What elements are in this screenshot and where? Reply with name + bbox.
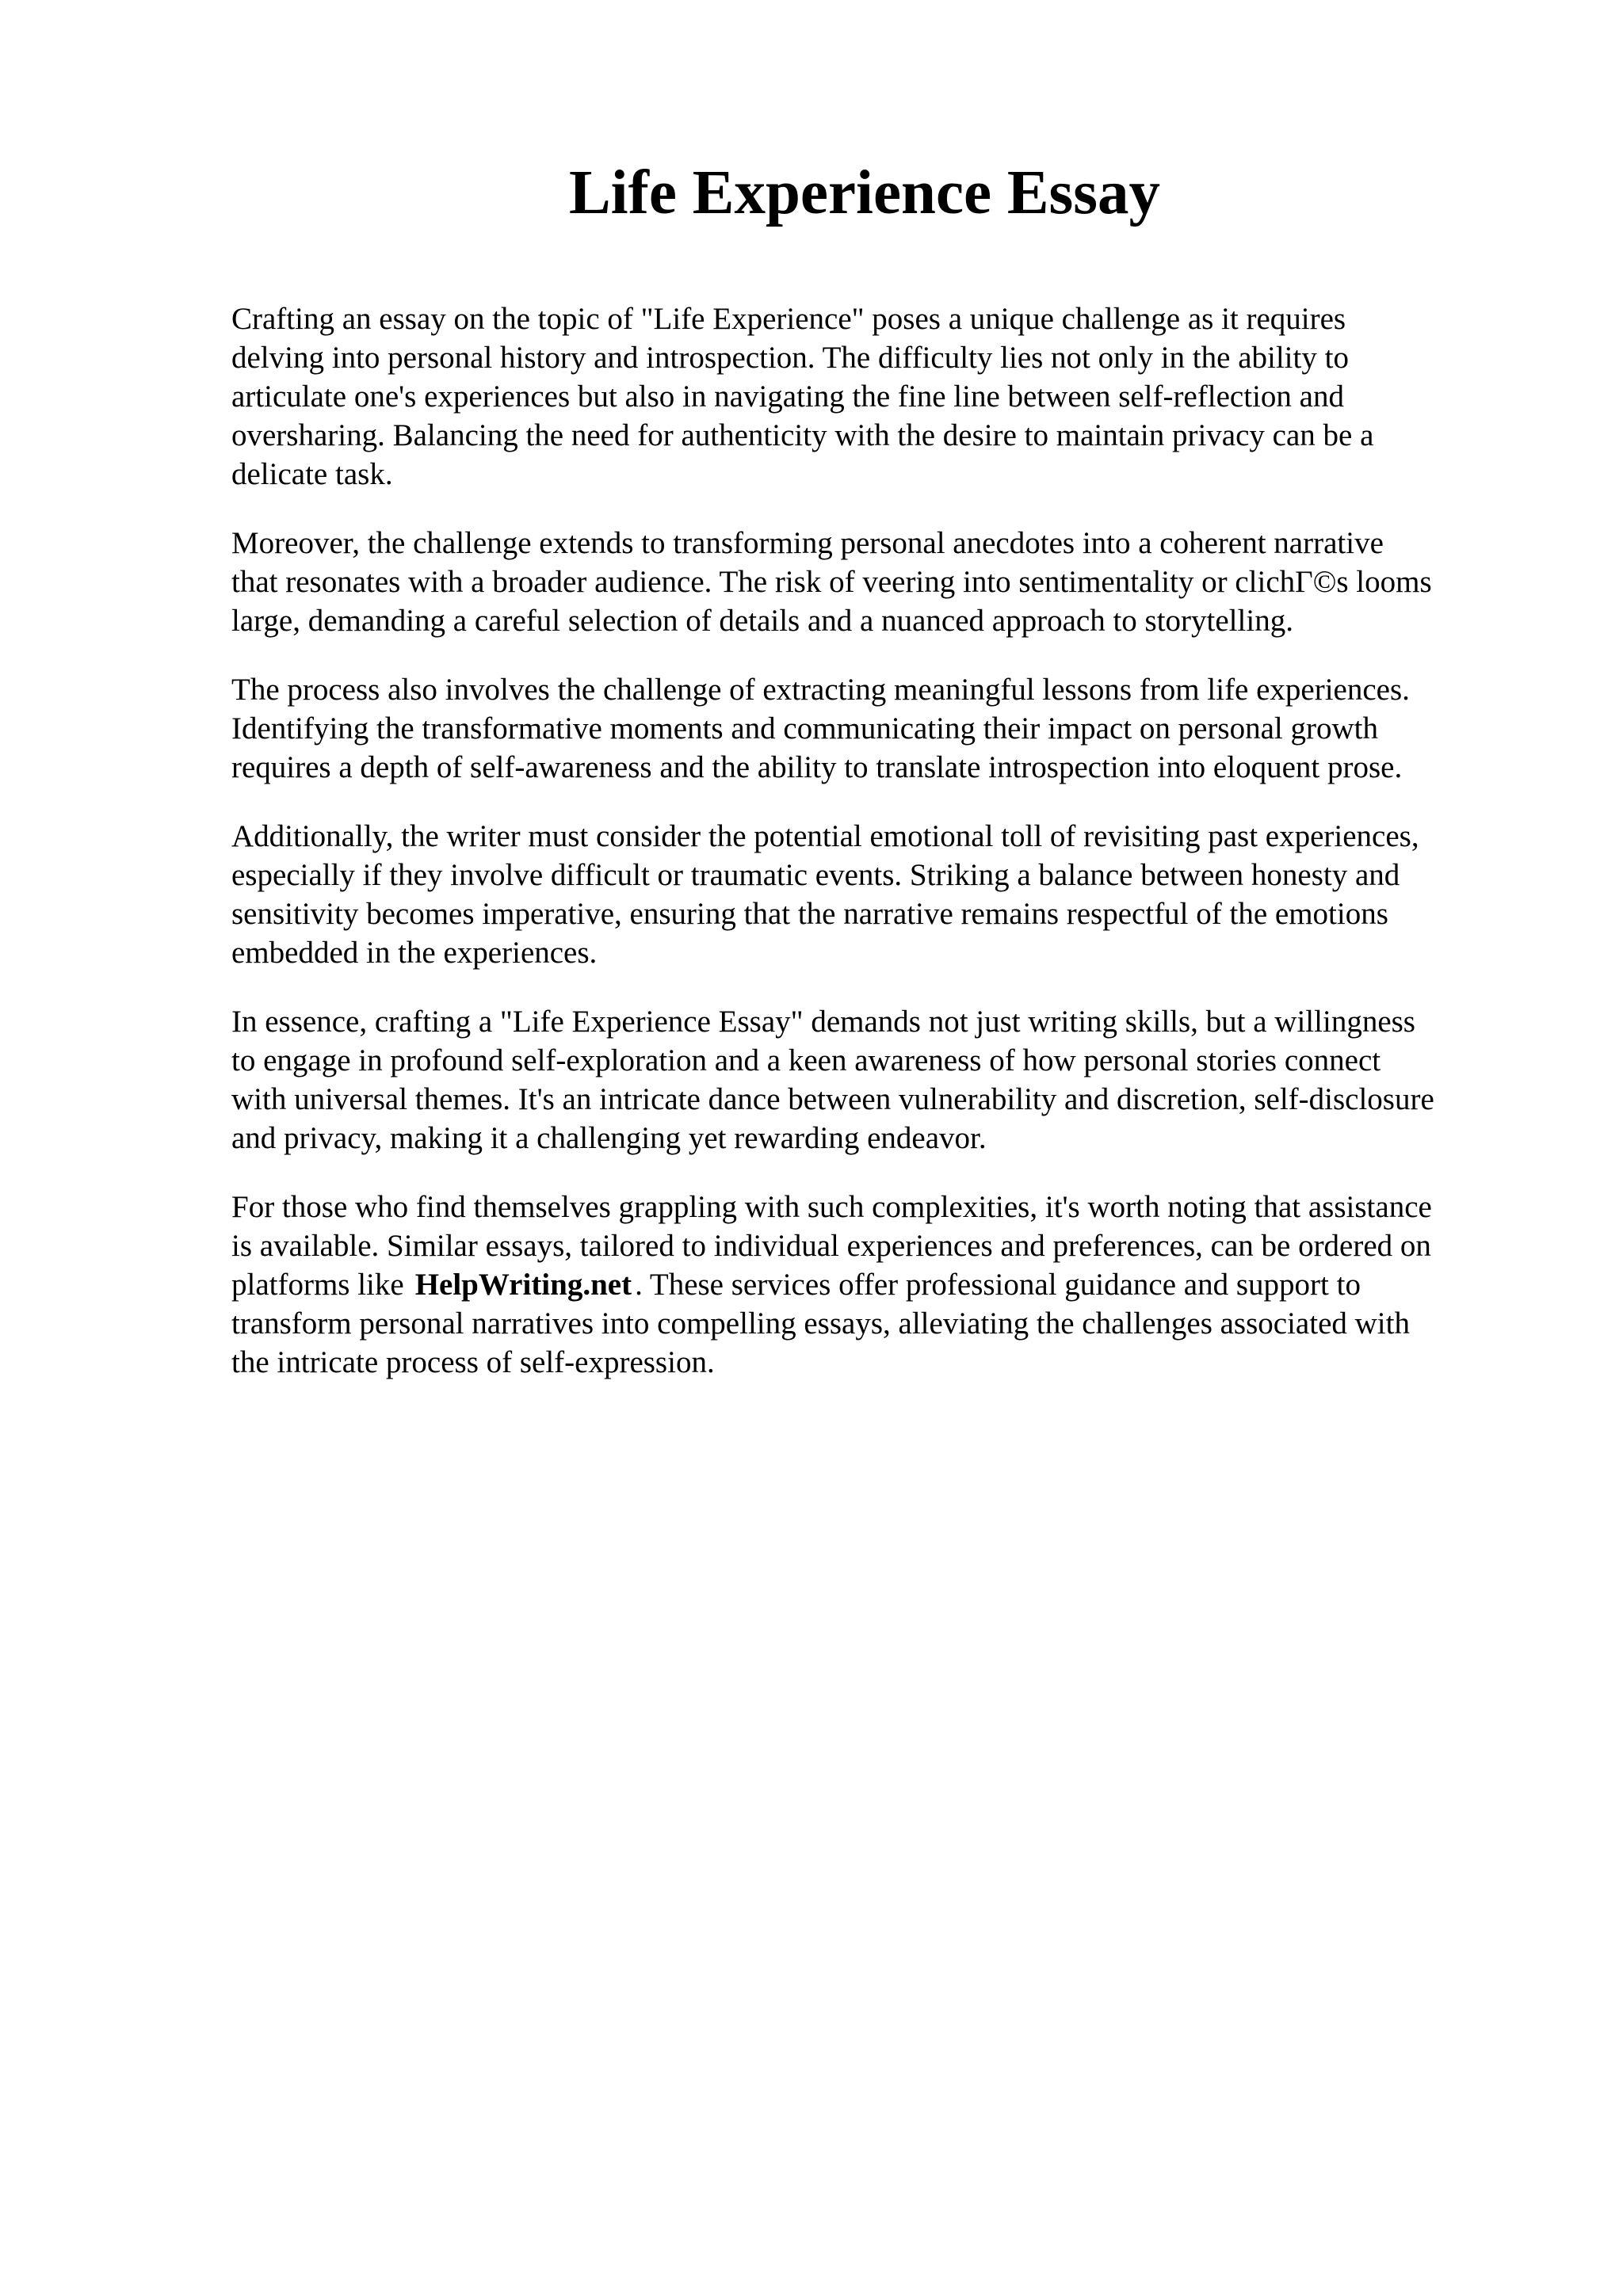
- text-line: especially if they involve difficult or traumatic events. Striking a balance between honesty and: [231, 858, 1400, 892]
- brand-name: HelpWriting.net: [414, 1268, 632, 1302]
- text-line: and privacy, making it a challenging yet rewarding endeavor.: [231, 1121, 987, 1155]
- text-line: to engage in profound self-exploration and a keen awareness of how personal stories connect: [231, 1043, 1381, 1077]
- text-line: Moreover, the challenge extends to transforming personal anecdotes into a coherent narrative: [231, 526, 1384, 560]
- text-line: requires a depth of self-awareness and the ability to translate introspection into eloquent prose.: [231, 750, 1403, 784]
- essay-body: [231, 299, 1515, 1412]
- text-line: that resonates with a broader audience. The risk of veering into sentimentality or clichГ©s looms: [231, 565, 1432, 599]
- text-line: In essence, crafting a "Life Experience Essay" demands not just writing skills, but a willingness: [231, 1005, 1415, 1039]
- paragraph-4: [231, 817, 1515, 972]
- text-line: For those who find themselves grappling with such complexities, it's worth noting that assistance: [231, 1190, 1432, 1224]
- text-line: articulate one's experiences but also in navigating the fine line between self-reflection and: [231, 379, 1344, 414]
- paragraph-2: [231, 524, 1515, 640]
- text-line: is available. Similar essays, tailored to individual experiences and preferences, can be ordered on: [231, 1229, 1431, 1263]
- text-line: delicate task.: [231, 457, 393, 491]
- text-line: Crafting an essay on the topic of "Life Experience" poses a unique challenge as it requires: [231, 302, 1346, 336]
- paragraph-5: [231, 1002, 1515, 1158]
- paragraph-3: [231, 670, 1515, 787]
- text-line: embedded in the experiences.: [231, 936, 598, 970]
- text-line: Identifying the transformative moments and communicating their impact on personal growth: [231, 711, 1378, 746]
- text-line: Additionally, the writer must consider the potential emotional toll of revisiting past experiences,: [231, 819, 1419, 853]
- text-line: sensitivity becomes imperative, ensuring that the narrative remains respectful of the emotions: [231, 897, 1388, 931]
- paragraph-1: [231, 299, 1515, 494]
- text-line: the intricate process of self-expression.: [231, 1345, 715, 1379]
- document-title: Life Experience Essay: [568, 158, 1161, 227]
- text-line: large, demanding a careful selection of details and a nuanced approach to storytelling.: [231, 604, 1293, 638]
- text-line: delving into personal history and introspection. The difficulty lies not only in the ability to: [231, 341, 1349, 375]
- text-line-with-brand: [231, 1265, 1515, 1304]
- text-line: transform personal narratives into compelling essays, alleviating the challenges associated with: [231, 1306, 1410, 1341]
- text-fragment: . These services offer professional guidance and support to: [635, 1268, 1361, 1302]
- text-line: The process also involves the challenge of extracting meaningful lessons from life experiences.: [231, 673, 1410, 707]
- text-line: with universal themes. It's an intricate dance between vulnerability and discretion, self-disclosure: [231, 1082, 1434, 1116]
- text-line: oversharing. Balancing the need for authenticity with the desire to maintain privacy can be a: [231, 418, 1374, 452]
- text-fragment: platforms like: [231, 1268, 404, 1302]
- paragraph-6: [231, 1188, 1515, 1382]
